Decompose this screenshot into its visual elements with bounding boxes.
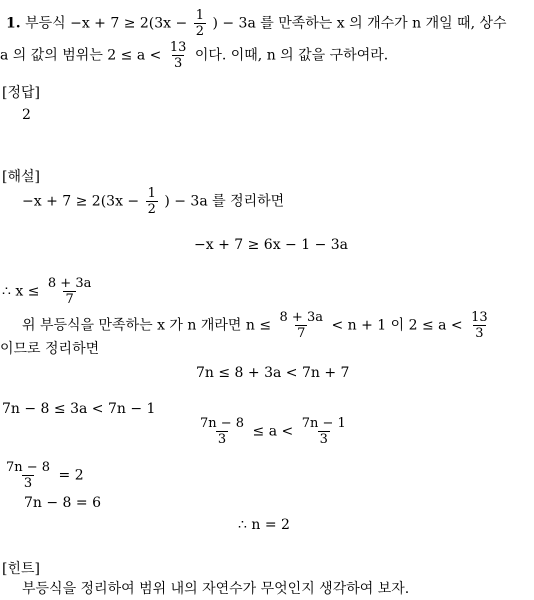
solution-step-3	[2, 276, 95, 307]
fraction-denominator: 3	[319, 432, 328, 447]
solution-step-11: ∴ n = 2	[238, 517, 290, 533]
fraction-numerator: 1	[147, 186, 156, 201]
answer-value: 2	[22, 107, 31, 123]
fraction-denominator: 2	[147, 202, 156, 217]
solution-step-2: −x + 7 ≥ 6x − 1 − 3a	[194, 237, 349, 253]
fraction-numerator: 1	[195, 8, 204, 23]
solution-step-8	[196, 416, 350, 447]
fraction-denominator: 3	[217, 432, 227, 447]
solution-label: [해설]	[2, 169, 40, 185]
fraction-numerator: 7n − 8	[6, 460, 51, 475]
solution-text-1a: −x + 7 ≥ 2(3x −	[22, 193, 140, 210]
problem-text-1b: ) − 3a 를 만족하는 x 의 개수가 n 개일 때, 상수	[212, 15, 507, 32]
solution-fraction-8	[198, 416, 246, 447]
solution-step-4	[22, 310, 492, 341]
fraction-denominator: 2	[195, 24, 204, 39]
solution-text-8mid: ≤ a <	[252, 423, 294, 440]
fraction-numerator: 8 + 3a	[279, 310, 323, 325]
solution-fraction-4b	[469, 310, 490, 341]
problem-text-2a: a 의 값의 범위는 2 ≤ a <	[0, 47, 162, 64]
solution-fraction-9	[4, 460, 52, 491]
solution-step-1	[22, 186, 284, 217]
fraction-denominator: 3	[23, 476, 33, 491]
solution-step-10: 7n − 8 = 6	[24, 495, 101, 511]
problem-fraction-1	[194, 8, 206, 39]
fraction-denominator: 7	[297, 326, 306, 341]
fraction-numerator: 7n − 1	[301, 416, 346, 431]
solution-text-4b: < n + 1 이 2 ≤ a <	[331, 317, 463, 334]
problem-text-2b: 이다. 이때, n 의 값을 구하여라.	[194, 47, 389, 64]
solution-step-7: 7n − 8 ≤ 3a < 7n − 1	[2, 401, 156, 417]
solution-step-6: 7n ≤ 8 + 3a < 7n + 7	[196, 365, 350, 381]
hint-text: 부등식을 정리하여 범위 내의 자연수가 무엇인지 생각하여 보자.	[22, 581, 410, 597]
fraction-denominator: 7	[65, 292, 74, 307]
solution-text-9b: = 2	[58, 467, 84, 484]
solution-text-3a: ∴ x ≤	[2, 283, 40, 300]
problem-text-1a: 부등식 −x + 7 ≥ 2(3x −	[25, 15, 188, 32]
problem-line-2	[0, 40, 388, 71]
solution-step-5: 이므로 정리하면	[0, 341, 100, 357]
problem-fraction-2	[168, 40, 189, 71]
fraction-numerator: 13	[471, 310, 488, 325]
solution-fraction-4	[278, 310, 325, 341]
problem-number: 1.	[6, 15, 21, 32]
fraction-denominator: 3	[475, 326, 484, 341]
solution-fraction-3	[46, 276, 93, 307]
answer-label: [정답]	[2, 85, 40, 101]
fraction-numerator: 8 + 3a	[47, 276, 92, 291]
problem-line-1	[6, 8, 507, 39]
solution-fraction-8b	[300, 416, 348, 447]
solution-fraction-1	[146, 186, 158, 217]
solution-step-9	[2, 460, 84, 491]
solution-text-4a: 위 부등식을 만족하는 x 가 n 개라면 n ≤	[22, 317, 272, 334]
hint-label: [힌트]	[2, 561, 40, 577]
fraction-numerator: 13	[169, 40, 187, 55]
fraction-denominator: 3	[173, 56, 183, 71]
fraction-numerator: 7n − 8	[200, 416, 245, 431]
solution-text-1b: ) − 3a 를 정리하면	[164, 193, 285, 210]
